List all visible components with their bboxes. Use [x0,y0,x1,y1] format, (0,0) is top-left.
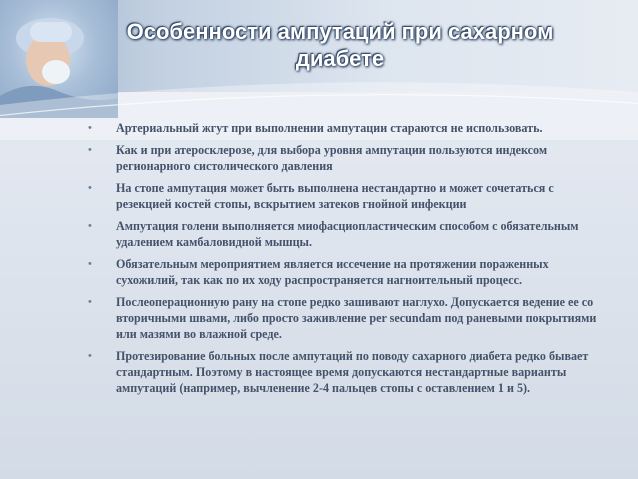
bullet-text: Артериальный жгут при выполнении ампутации стараются не использовать. [116,121,543,135]
bullet-text: Ампутация голени выполняется миофасциопластическим способом с обязательным удалением камбаловидной мышцы. [116,218,579,249]
bullet-text: Как и при атеросклерозе, для выбора уровня ампутации пользуются индексом регионарного систолического давления [116,142,548,173]
bullet-text: Обязательным мероприятием является иссечение на протяжении пораженных сухожилий, так как по их ходу распространяется нагноительный процесс. [116,256,549,287]
bullet-icon: • [88,257,92,270]
bullet-item [88,180,598,212]
bullet-item [88,348,598,397]
bullet-list [88,120,598,402]
bullet-item [88,142,598,174]
slide-title: Особенности ампутаций при сахарном диабете [126,19,554,71]
bullet-text: Послеоперационную рану на стопе редко зашивают наглухо. Допускается ведение ее со вторичными швами, либо просто заживление per secundam под раневыми покрытиями или мазями во влажной среде. [116,294,597,342]
bullet-item [88,120,598,136]
bullet-icon: • [88,295,92,308]
bullet-text: Протезирование больных после ампутаций по поводу сахарного диабета редко бывает стандартным. Поэтому в настоящее время допускаются нестандартные варианты ампутаций (например, вычленение 2-4 пальцев стопы с оставлением 1 и 5). [116,349,589,396]
bullet-item [88,256,598,288]
bullet-icon: • [88,181,92,194]
bullet-icon: • [88,219,92,232]
bullet-item [88,218,598,250]
bullet-icon: • [88,122,92,134]
bullet-icon: • [88,350,92,362]
bullet-text: На стопе ампутация может быть выполнена нестандартно и может сочетаться с резекцией костей стопы, вскрытием затеков гнойной инфекции [116,180,554,211]
bullet-item [88,294,598,343]
bullet-icon: • [88,143,92,156]
